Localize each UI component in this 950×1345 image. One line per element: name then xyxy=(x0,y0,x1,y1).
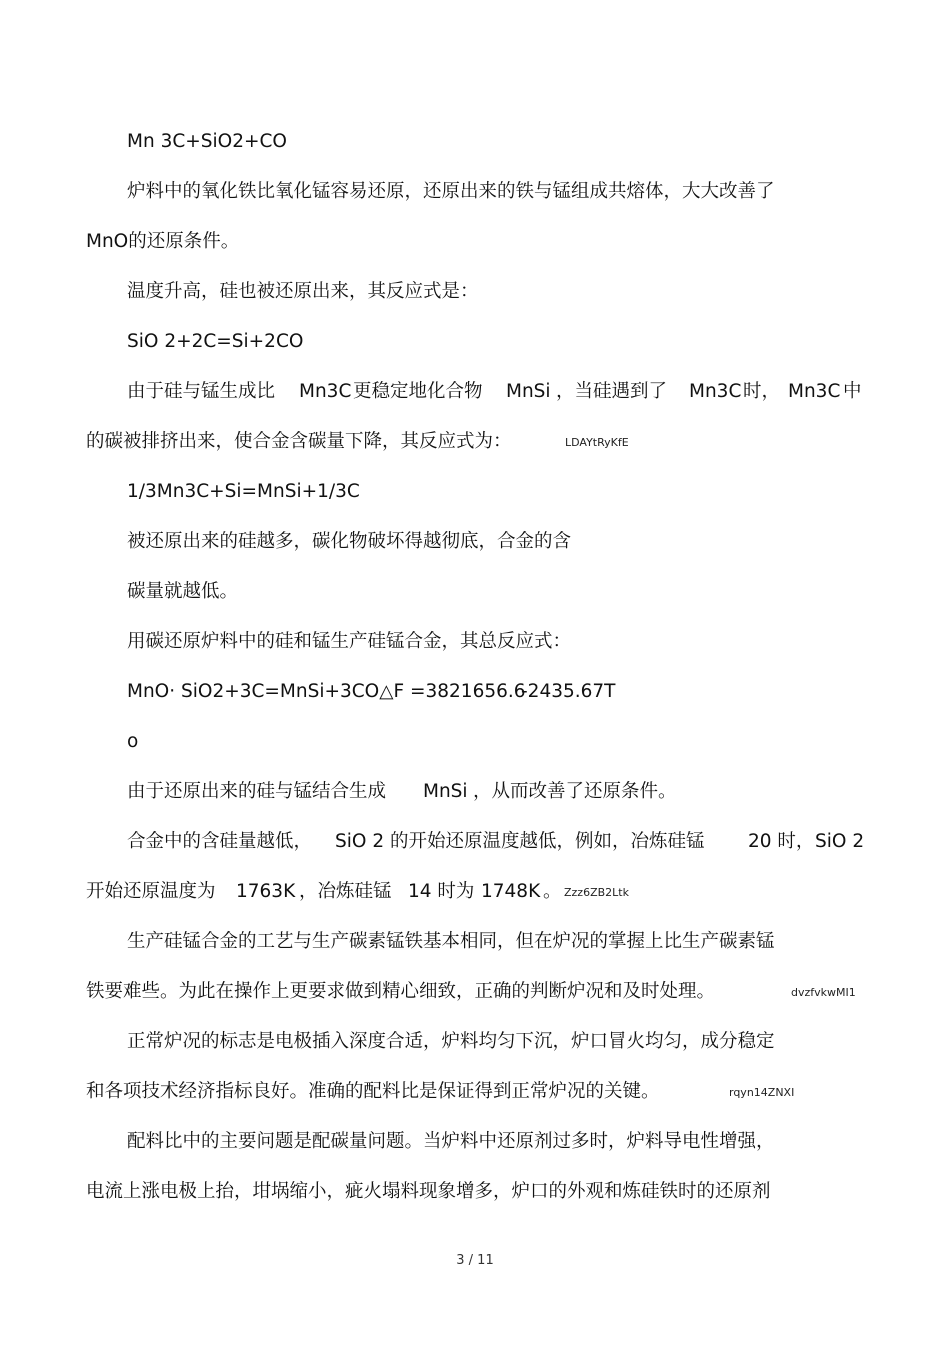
text-segment: ，当硅遇到了 xyxy=(556,381,668,402)
watermark-code: dvzfvkwMI1 xyxy=(791,986,856,999)
paragraph-line: 碳量就越低。 xyxy=(127,581,239,602)
paragraph-line: 被还原出来的硅越多，碳化物破坏得越彻底，合金的含 xyxy=(127,531,572,552)
text-segment: 20 时， xyxy=(748,831,815,852)
watermark-code: LDAYtRyKfE xyxy=(565,436,629,449)
paragraph-line: 炉料中的氧化铁比氧化锰容易还原，还原出来的铁与锰组成共熔体，大大改善了 xyxy=(127,181,775,202)
paragraph-line: 和各项技术经济指标良好。准确的配料比是保证得到正常炉况的关键。 xyxy=(86,1081,660,1102)
text-segment: SiO 2 的开始还原温度越低，例如，冶炼硅锰 xyxy=(335,831,705,852)
text-segment: MnSi xyxy=(423,781,468,802)
formula-line: o xyxy=(127,731,139,752)
text-segment: Mn3C xyxy=(689,381,742,402)
text-segment: 更稳定地化合物 xyxy=(353,381,483,402)
text-segment: ，冶炼硅锰 xyxy=(299,881,392,902)
formula-line: MnO· SiO2+3C=MnSi+3CO△F =3821656.6 xyxy=(127,681,526,702)
text-segment: 中 xyxy=(843,381,862,402)
watermark-code: rqyn14ZNXI xyxy=(729,1086,795,1099)
text-segment: Mn3C xyxy=(299,381,352,402)
paragraph-line: 电流上涨电极上抬，坩埚缩小，疵火塌料现象增多，炉口的外观和炼硅铁时的还原剂 xyxy=(86,1181,771,1202)
text-segment: 。 xyxy=(543,881,562,902)
formula-line: 1/3Mn3C+Si=MnSi+1/3C xyxy=(127,481,360,502)
text-segment: 开始还原温度为 xyxy=(86,881,216,902)
page-number: 3 / 11 xyxy=(456,1253,494,1268)
paragraph-line: 用碳还原炉料中的硅和锰生产硅锰合金，其总反应式： xyxy=(127,631,572,652)
paragraph-line: 的碳被排挤出来，使合金含碳量下降，其反应式为： xyxy=(86,431,512,452)
watermark-code: Zzz6ZB2Ltk xyxy=(564,886,629,899)
formula-line: -2435.67T xyxy=(521,681,616,702)
paragraph-line: 温度升高，硅也被还原出来，其反应式是： xyxy=(127,281,479,302)
text-segment: 时， xyxy=(743,381,781,402)
paragraph-line: 配料比中的主要问题是配碳量问题。当炉料中还原剂过多时，炉料导电性增强， xyxy=(127,1131,775,1152)
text-segment: 14 时为 xyxy=(408,881,475,902)
formula-line: Mn 3C+SiO2+CO xyxy=(127,131,287,152)
text-segment: 1763K xyxy=(236,881,296,902)
text-segment: 由于还原出来的硅与锰结合生成 xyxy=(127,781,387,802)
text-segment: MnSi xyxy=(506,381,551,402)
text-segment: Mn3C xyxy=(788,381,841,402)
paragraph-line: MnO的还原条件。 xyxy=(86,231,240,252)
paragraph-line: 生产硅锰合金的工艺与生产碳素锰铁基本相同，但在炉况的掌握上比生产碳素锰 xyxy=(127,931,775,952)
paragraph-line: 正常炉况的标志是电极插入深度合适，炉料均匀下沉，炉口冒火均匀，成分稳定 xyxy=(127,1031,775,1052)
text-segment: 1748K xyxy=(481,881,541,902)
formula-line: SiO 2+2C=Si+2CO xyxy=(127,331,304,352)
text-segment: 由于硅与锰生成比 xyxy=(127,381,276,402)
text-segment: ，从而改善了还原条件。 xyxy=(473,781,677,802)
text-segment: SiO 2 xyxy=(815,831,865,852)
paragraph-line: 铁要难些。为此在操作上更要求做到精心细致，正确的判断炉况和及时处理。 xyxy=(86,981,716,1002)
text-segment: 合金中的含硅量越低， xyxy=(127,831,313,852)
